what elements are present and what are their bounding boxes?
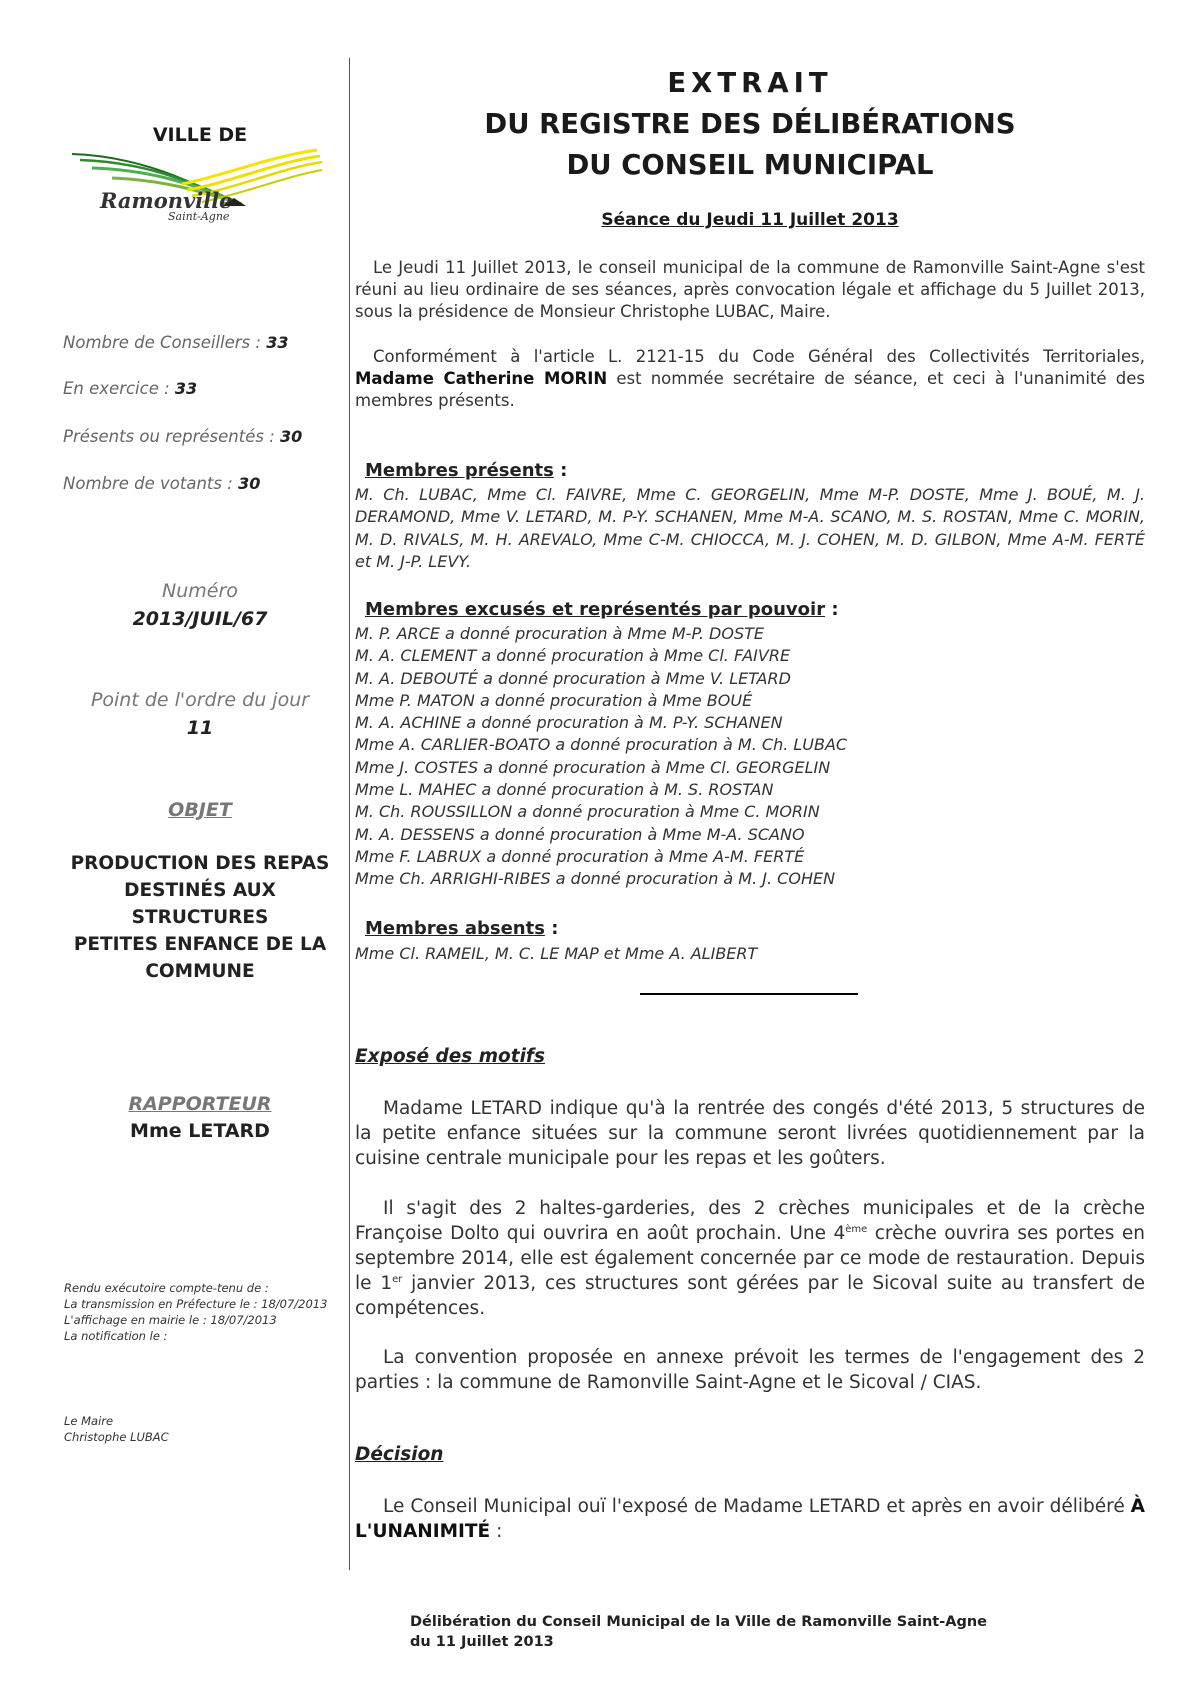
rendu-line: La notification le : bbox=[64, 1329, 168, 1343]
procuration-line: Mme L. MAHEC a donné procuration à M. S. ROSTAN bbox=[355, 780, 774, 800]
decision-heading: Décision bbox=[355, 1444, 444, 1465]
point-label: Point de l'ordre du jour bbox=[90, 689, 310, 711]
objet-line: DESTINÉS AUX STRUCTURES bbox=[124, 880, 276, 928]
procuration-line: Mme A. CARLIER-BOATO a donné procuration à M. Ch. LUBAC bbox=[355, 735, 848, 755]
procuration-line: Mme P. MATON a donné procuration à Mme BOUÉ bbox=[355, 690, 753, 710]
procuration-line: M. A. CLEMENT a donné procuration à Mme Cl. FAIVRE bbox=[355, 646, 791, 666]
stat-votants: Nombre de votants : 30 bbox=[63, 474, 261, 493]
title-line: DU REGISTRE DES DÉLIBÉRATIONS bbox=[484, 108, 1016, 140]
secretaire-paragraph: Conformément à l'article L. 2121-15 du Code Général des Collectivités Territoriales, Madame Catherine MORIN est nommée secrétaire de séance, et ceci à l'unanimité des membres présents. bbox=[355, 347, 1145, 410]
procuration-line: M. Ch. ROUSSILLON a donné procuration à Mme C. MORIN bbox=[355, 802, 820, 822]
decision-paragraph: Le Conseil Municipal ouï l'exposé de Madame LETARD et après en avoir délibéré À L'UNANIMITÉ : bbox=[355, 1496, 1145, 1542]
page-title bbox=[355, 63, 1145, 186]
procuration-line: M. A. DEBOUTÉ a donné procuration à Mme V. LETARD bbox=[355, 668, 791, 688]
point-value: 11 bbox=[186, 717, 214, 739]
logo-name: Ramonville bbox=[100, 188, 233, 213]
stat-presents: Présents ou représentés : 30 bbox=[63, 427, 303, 446]
objet-text bbox=[60, 850, 340, 985]
maire-line: Le Maire bbox=[64, 1414, 114, 1428]
procuration-line: M. A. ACHINE a donné procuration à M. P-Y. SCHANEN bbox=[355, 713, 783, 733]
procuration-line: Mme J. COSTES a donné procuration à Mme Cl. GEORGELIN bbox=[355, 757, 831, 777]
logo-sub: Saint-Agne bbox=[168, 210, 230, 223]
title-line: EXTRAIT bbox=[667, 67, 833, 99]
expose-paragraph-1: Madame LETARD indique qu'à la rentrée des congés d'été 2013, 5 structures de la petite enfance situées sur la commune seront livrées quotidiennement par la cuisine centrale municipale pour les repas et les goûters. bbox=[355, 1098, 1145, 1169]
ramonville-logo bbox=[72, 148, 322, 228]
intro-paragraph: Le Jeudi 11 Juillet 2013, le conseil municipal de la commune de Ramonville Saint-Agne s'est réuni au lieu ordinaire de ses séances, après convocation légale et affichage du 5 Juillet 2013, sous la présidence de Monsieur Christophe LUBAC, Maire. bbox=[355, 258, 1145, 321]
seance-date: Séance du Jeudi 11 Juillet 2013 bbox=[601, 210, 899, 230]
procuration-line: Mme Ch. ARRIGHI-RIBES a donné procuration à M. J. COHEN bbox=[355, 869, 836, 889]
footer-line: Délibération du Conseil Municipal de la Ville de Ramonville Saint-Agne bbox=[410, 1614, 988, 1630]
objet-line: PRODUCTION DES REPAS bbox=[70, 853, 330, 874]
stat-conseillers: Nombre de Conseillers : 33 bbox=[63, 333, 289, 352]
objet-label: OBJET bbox=[168, 799, 232, 821]
maire-line: Christophe LUBAC bbox=[64, 1430, 169, 1444]
rapporteur-label: RAPPORTEUR bbox=[128, 1093, 272, 1115]
procuration-line: Mme F. LABRUX a donné procuration à Mme A-M. FERTÉ bbox=[355, 846, 805, 866]
procuration-line: M. P. ARCE a donné procuration à Mme M-P. DOSTE bbox=[355, 624, 765, 643]
absents-heading: Membres absents : bbox=[365, 918, 559, 939]
presents-list: M. Ch. LUBAC, Mme Cl. FAIVRE, Mme C. GEORGELIN, Mme M-P. DOSTE, Mme J. BOUÉ, M. J. DERAMOND, Mme V. LETARD, M. P-Y. SCHANEN, Mme M-A. SCANO, M. S. ROSTAN, Mme C. MORIN, M. D. RIVALS, M. H. AREVALO, Mme C-M. CHIOCCA, M. J. COHEN, M. D. GILBON, Mme A-M. FERTÉ et M. J-P. LEVY. bbox=[355, 485, 1145, 571]
rendu-executoire bbox=[64, 1280, 327, 1344]
maire-signature bbox=[64, 1413, 169, 1445]
numero-value: 2013/JUIL/67 bbox=[132, 608, 268, 630]
absents-list: Mme Cl. RAMEIL, M. C. LE MAP et Mme A. ALIBERT bbox=[355, 944, 758, 963]
excuses-list bbox=[355, 623, 1145, 891]
objet-line: PETITES ENFANCE DE LA bbox=[73, 934, 327, 955]
rapporteur-value: Mme LETARD bbox=[130, 1120, 270, 1142]
rendu-line: La transmission en Préfecture le : 18/07/2013 bbox=[64, 1297, 328, 1311]
rendu-line: Rendu exécutoire compte-tenu de : bbox=[64, 1281, 269, 1295]
rendu-line: L'affichage en mairie le : 18/07/2013 bbox=[64, 1313, 277, 1327]
page-footer bbox=[410, 1612, 987, 1652]
presents-heading: Membres présents : bbox=[365, 460, 568, 481]
excuses-heading: Membres excusés et représentés par pouvoir : bbox=[365, 599, 839, 620]
procuration-line: M. A. DESSENS a donné procuration à Mme M-A. SCANO bbox=[355, 824, 805, 844]
column-divider bbox=[349, 58, 350, 1570]
expose-paragraph-3: La convention proposée en annexe prévoit les termes de l'engagement des 2 parties : la commune de Ramonville Saint-Agne et le Sicoval / CIAS. bbox=[355, 1347, 1145, 1393]
expose-paragraph-2: Il s'agit des 2 haltes-garderies, des 2 crèches municipales et de la crèche Françoise Dolto qui ouvrira en août prochain. Une 4ème crèche ouvrira ses portes en septembre 2014, elle est également concernée par ce mode de restauration. Depuis le 1er janvier 2013, ces structures sont gérées par le Sicoval suite au transfert de compétences. bbox=[355, 1198, 1146, 1319]
numero-label: Numéro bbox=[162, 580, 238, 602]
title-line: DU CONSEIL MUNICIPAL bbox=[566, 149, 934, 181]
footer-line: du 11 Juillet 2013 bbox=[410, 1634, 554, 1650]
expose-heading: Exposé des motifs bbox=[355, 1046, 545, 1067]
objet-line: COMMUNE bbox=[145, 961, 255, 982]
separator-line bbox=[640, 993, 858, 995]
stat-exercice: En exercice : 33 bbox=[63, 379, 198, 398]
ville-label: VILLE DE bbox=[152, 124, 248, 146]
